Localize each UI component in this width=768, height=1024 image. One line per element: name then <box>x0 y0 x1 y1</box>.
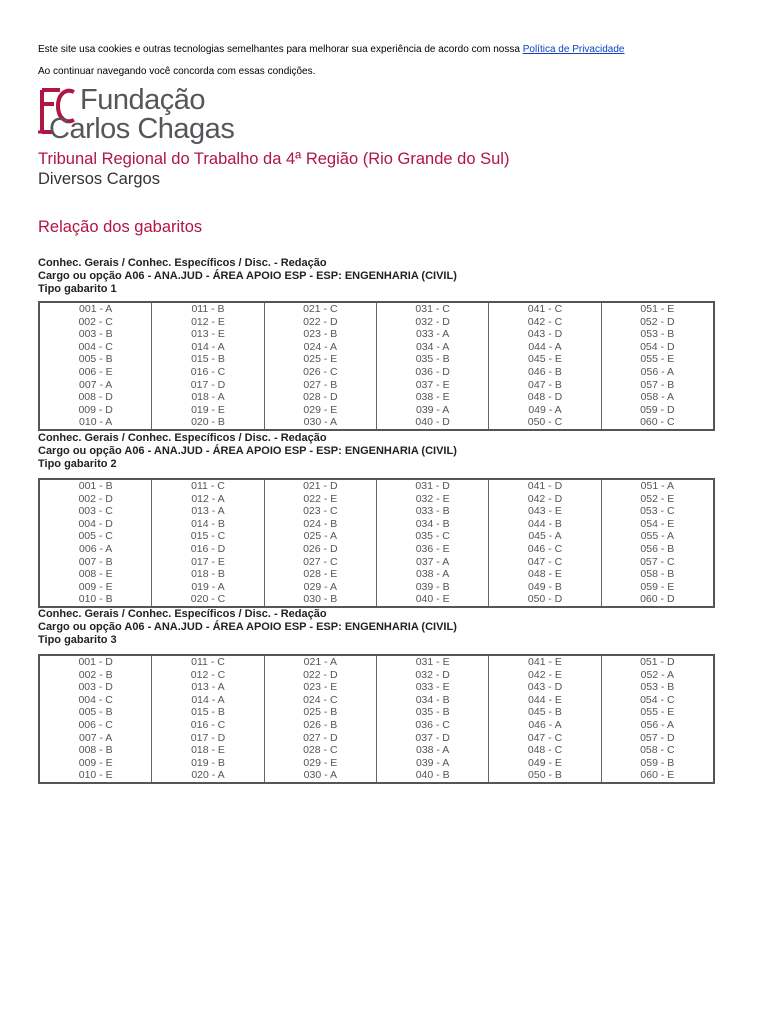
answer-cell: 009 - E <box>78 580 113 593</box>
answer-cell: 050 - C <box>527 416 563 429</box>
answer-cell: 048 - C <box>527 744 563 757</box>
answer-column <box>489 479 601 607</box>
answer-cell: 052 - E <box>640 492 675 505</box>
answer-column <box>376 479 488 607</box>
answer-cell: 016 - C <box>190 365 226 378</box>
answer-cell: 031 - D <box>415 480 450 492</box>
answer-cell: 041 - D <box>527 480 563 492</box>
answer-column <box>601 302 714 430</box>
answer-cell: 046 - B <box>528 365 562 378</box>
answer-cell: 020 - B <box>191 416 225 429</box>
answer-cell: 035 - B <box>415 706 450 719</box>
answer-column <box>489 655 601 783</box>
answer-cell: 058 - B <box>640 568 675 581</box>
answer-cell: 030 - A <box>303 769 337 782</box>
answer-cell: 006 - C <box>78 718 113 731</box>
answer-cell: 053 - B <box>640 328 675 341</box>
answer-cell: 031 - C <box>415 303 450 315</box>
answer-cell: 047 - C <box>527 555 563 568</box>
logo-wordmark <box>49 84 235 145</box>
answer-cell: 027 - D <box>303 731 338 744</box>
answer-cell: 041 - E <box>528 656 562 668</box>
answer-cell: 021 - D <box>303 480 338 492</box>
page-subtitle: Diversos Cargos <box>38 170 160 188</box>
answer-column <box>601 655 714 783</box>
cookie-notice-line1 <box>38 44 624 56</box>
answer-cell: 026 - D <box>303 542 338 555</box>
answer-cell: 060 - C <box>640 416 675 429</box>
answer-cell: 006 - E <box>78 365 113 378</box>
answer-cell: 054 - D <box>640 340 675 353</box>
answer-cell: 051 - A <box>640 480 674 492</box>
answer-cell: 004 - C <box>78 340 113 353</box>
answer-cell: 032 - D <box>415 315 450 328</box>
answer-table-1 <box>38 301 715 431</box>
answer-cell: 056 - B <box>640 542 675 555</box>
answer-cell: 001 - B <box>78 480 113 492</box>
block-3-line1: Conhec. Gerais / Conhec. Específicos / Disc. - Redação <box>38 608 327 620</box>
answer-cell: 048 - E <box>528 568 562 581</box>
answer-cell: 056 - A <box>640 718 674 731</box>
answer-cell: 027 - C <box>303 555 338 568</box>
answer-cell: 010 - E <box>78 769 113 782</box>
answer-column <box>39 479 152 607</box>
answer-cell: 027 - B <box>303 378 338 391</box>
block-1-line3: Tipo gabarito 1 <box>38 283 117 295</box>
answer-cell: 017 - D <box>190 378 226 391</box>
answer-cell: 006 - A <box>79 542 113 555</box>
answer-row <box>39 302 714 430</box>
answer-cell: 018 - E <box>191 744 225 757</box>
answer-cell: 048 - D <box>527 391 563 404</box>
answer-cell: 038 - A <box>416 568 450 581</box>
cookie-notice-text: Este site usa cookies e outras tecnologias semelhantes para melhorar sua experiência de acordo com nossa <box>38 44 523 55</box>
answer-cell: 042 - E <box>528 668 562 681</box>
answer-cell: 002 - C <box>78 315 113 328</box>
answer-cell: 004 - C <box>78 693 113 706</box>
answer-column <box>39 302 152 430</box>
answer-cell: 012 - E <box>191 315 225 328</box>
answer-cell: 039 - A <box>416 403 450 416</box>
answer-cell: 022 - E <box>303 492 338 505</box>
answer-cell: 032 - E <box>415 492 450 505</box>
answer-cell: 037 - D <box>415 731 450 744</box>
answer-cell: 057 - D <box>640 731 675 744</box>
answer-cell: 018 - B <box>191 568 225 581</box>
logo-line1: Fundação <box>80 84 205 116</box>
privacy-policy-link[interactable]: Política de Privacidade <box>522 44 625 55</box>
answer-row <box>39 479 714 607</box>
answer-cell: 007 - A <box>79 378 113 391</box>
answer-cell: 045 - B <box>528 706 562 719</box>
answer-cell: 033 - A <box>416 328 450 341</box>
answer-cell: 036 - D <box>415 365 450 378</box>
answer-cell: 029 - E <box>303 403 338 416</box>
answer-cell: 025 - E <box>303 353 338 366</box>
answer-cell: 009 - D <box>78 403 113 416</box>
answer-cell: 023 - C <box>303 505 338 518</box>
answer-cell: 034 - A <box>416 340 450 353</box>
answer-cell: 044 - E <box>528 693 562 706</box>
block-3-line3: Tipo gabarito 3 <box>38 634 117 646</box>
answer-cell: 052 - A <box>640 668 674 681</box>
answer-cell: 003 - D <box>78 681 113 694</box>
answer-cell: 013 - A <box>191 681 225 694</box>
answer-cell: 005 - B <box>78 353 113 366</box>
answer-column <box>601 479 714 607</box>
answer-column <box>489 302 601 430</box>
answer-cell: 021 - C <box>303 303 338 315</box>
answer-cell: 013 - A <box>191 505 225 518</box>
answer-cell: 022 - D <box>303 668 338 681</box>
answer-cell: 010 - A <box>79 416 113 429</box>
answer-cell: 046 - A <box>528 718 562 731</box>
answer-cell: 026 - B <box>303 718 338 731</box>
answer-cell: 007 - B <box>78 555 113 568</box>
answer-cell: 024 - C <box>303 693 338 706</box>
answer-cell: 043 - E <box>528 505 562 518</box>
answer-cell: 044 - B <box>528 517 562 530</box>
answer-cell: 036 - E <box>415 542 450 555</box>
answer-column <box>39 655 152 783</box>
answer-cell: 055 - A <box>640 530 674 543</box>
answer-table-2 <box>38 478 715 608</box>
answer-cell: 037 - A <box>416 555 450 568</box>
answer-cell: 014 - A <box>191 340 225 353</box>
answer-cell: 052 - D <box>640 315 675 328</box>
answer-cell: 028 - D <box>303 391 338 404</box>
answer-cell: 011 - C <box>191 480 225 492</box>
answer-cell: 007 - A <box>79 731 113 744</box>
answer-cell: 002 - D <box>78 492 113 505</box>
answer-cell: 054 - E <box>640 517 675 530</box>
answer-cell: 042 - C <box>527 315 563 328</box>
answer-cell: 019 - B <box>191 756 225 769</box>
answer-cell: 040 - D <box>415 416 450 429</box>
answer-cell: 014 - B <box>191 517 225 530</box>
answer-cell: 028 - E <box>303 568 338 581</box>
answer-cell: 034 - B <box>415 517 450 530</box>
block-2-line1: Conhec. Gerais / Conhec. Específicos / Disc. - Redação <box>38 432 327 444</box>
answer-cell: 028 - C <box>303 744 338 757</box>
answer-cell: 047 - B <box>528 378 562 391</box>
block-3-line2: Cargo ou opção A06 - ANA.JUD - ÁREA APOIO ESP - ESP: ENGENHARIA (CIVIL) <box>38 621 457 633</box>
answer-column <box>264 302 376 430</box>
answer-cell: 020 - A <box>191 769 225 782</box>
answer-cell: 003 - C <box>78 505 113 518</box>
answer-cell: 055 - E <box>640 706 675 719</box>
answer-column <box>376 302 488 430</box>
block-3-header <box>38 608 457 647</box>
answer-cell: 033 - E <box>415 681 450 694</box>
answer-cell: 032 - D <box>415 668 450 681</box>
answer-column <box>264 655 376 783</box>
answer-cell: 015 - C <box>190 530 226 543</box>
answer-cell: 020 - C <box>190 593 226 606</box>
answer-column <box>152 479 264 607</box>
block-1-header <box>38 257 457 296</box>
answer-cell: 035 - B <box>415 353 450 366</box>
answer-cell: 005 - C <box>78 530 113 543</box>
answer-cell: 004 - D <box>78 517 113 530</box>
answer-cell: 013 - E <box>191 328 225 341</box>
answer-cell: 015 - B <box>191 353 225 366</box>
answer-cell: 016 - C <box>190 718 226 731</box>
answer-cell: 043 - D <box>527 328 563 341</box>
answer-cell: 031 - E <box>415 656 450 668</box>
answer-cell: 030 - A <box>303 416 337 429</box>
fcc-logo[interactable] <box>36 86 236 148</box>
answer-cell: 050 - B <box>528 769 562 782</box>
answer-row <box>39 655 714 783</box>
answer-cell: 057 - B <box>640 378 675 391</box>
answer-cell: 051 - E <box>640 303 675 315</box>
answer-cell: 041 - C <box>527 303 563 315</box>
answer-cell: 029 - A <box>303 580 337 593</box>
answer-cell: 025 - A <box>303 530 337 543</box>
answer-cell: 024 - A <box>303 340 337 353</box>
answer-cell: 018 - A <box>191 391 225 404</box>
answer-cell: 022 - D <box>303 315 338 328</box>
answer-cell: 014 - A <box>191 693 225 706</box>
answer-cell: 017 - D <box>190 731 226 744</box>
answer-cell: 039 - B <box>415 580 450 593</box>
answer-cell: 008 - D <box>78 391 113 404</box>
answer-cell: 008 - B <box>78 744 113 757</box>
block-2-header <box>38 432 457 471</box>
answer-cell: 060 - E <box>640 769 675 782</box>
answer-cell: 008 - E <box>78 568 113 581</box>
answer-cell: 011 - C <box>191 656 225 668</box>
section-heading: Relação dos gabaritos <box>38 218 203 236</box>
answer-cell: 015 - B <box>191 706 225 719</box>
answer-cell: 024 - B <box>303 517 338 530</box>
answer-cell: 001 - D <box>78 656 113 668</box>
answer-column <box>376 655 488 783</box>
answer-cell: 003 - B <box>78 328 113 341</box>
answer-cell: 026 - C <box>303 365 338 378</box>
block-1-line2: Cargo ou opção A06 - ANA.JUD - ÁREA APOIO ESP - ESP: ENGENHARIA (CIVIL) <box>38 270 457 282</box>
answer-cell: 019 - E <box>191 403 225 416</box>
answer-cell: 042 - D <box>527 492 563 505</box>
answer-cell: 050 - D <box>527 593 563 606</box>
block-2-line2: Cargo ou opção A06 - ANA.JUD - ÁREA APOIO ESP - ESP: ENGENHARIA (CIVIL) <box>38 445 457 457</box>
page-title: Tribunal Regional do Trabalho da 4ª Região (Rio Grande do Sul) <box>38 150 510 168</box>
answer-cell: 047 - C <box>527 731 563 744</box>
answer-cell: 009 - E <box>78 756 113 769</box>
answer-cell: 044 - A <box>528 340 562 353</box>
answer-table-3 <box>38 654 715 784</box>
answer-cell: 030 - B <box>303 593 338 606</box>
answer-cell: 059 - B <box>640 756 675 769</box>
answer-cell: 010 - B <box>78 593 113 606</box>
answer-cell: 012 - A <box>191 492 225 505</box>
cookie-notice-line2: Ao continuar navegando você concorda com essas condições. <box>38 66 316 77</box>
answer-cell: 021 - A <box>303 656 337 668</box>
answer-cell: 023 - E <box>303 681 338 694</box>
answer-cell: 033 - B <box>415 505 450 518</box>
answer-cell: 049 - A <box>528 403 562 416</box>
answer-cell: 045 - A <box>528 530 562 543</box>
answer-cell: 001 - A <box>79 303 113 315</box>
answer-column <box>264 479 376 607</box>
answer-cell: 054 - C <box>640 693 675 706</box>
answer-cell: 012 - C <box>190 668 226 681</box>
answer-cell: 017 - E <box>191 555 225 568</box>
answer-cell: 025 - B <box>303 706 338 719</box>
answer-cell: 036 - C <box>415 718 450 731</box>
answer-cell: 019 - A <box>191 580 225 593</box>
answer-cell: 038 - A <box>416 744 450 757</box>
answer-cell: 056 - A <box>640 365 674 378</box>
answer-cell: 049 - E <box>528 756 562 769</box>
answer-cell: 060 - D <box>640 593 675 606</box>
answer-column <box>152 302 264 430</box>
answer-cell: 058 - A <box>640 391 674 404</box>
answer-cell: 045 - E <box>528 353 562 366</box>
answer-cell: 053 - B <box>640 681 675 694</box>
answer-cell: 040 - E <box>415 593 450 606</box>
answer-cell: 051 - D <box>640 656 675 668</box>
answer-cell: 039 - A <box>416 756 450 769</box>
block-1-line1: Conhec. Gerais / Conhec. Específicos / Disc. - Redação <box>38 257 327 269</box>
answer-cell: 049 - B <box>528 580 562 593</box>
answer-cell: 035 - C <box>415 530 450 543</box>
answer-cell: 040 - B <box>415 769 450 782</box>
answer-cell: 029 - E <box>303 756 338 769</box>
answer-cell: 002 - B <box>78 668 113 681</box>
answer-cell: 011 - B <box>191 303 225 315</box>
answer-cell: 016 - D <box>190 542 226 555</box>
answer-cell: 037 - E <box>415 378 450 391</box>
answer-cell: 023 - B <box>303 328 338 341</box>
answer-cell: 053 - C <box>640 505 675 518</box>
answer-cell: 043 - D <box>527 681 563 694</box>
answer-cell: 034 - B <box>415 693 450 706</box>
answer-cell: 046 - C <box>527 542 563 555</box>
answer-cell: 055 - E <box>640 353 675 366</box>
answer-column <box>152 655 264 783</box>
answer-cell: 005 - B <box>78 706 113 719</box>
block-2-line3: Tipo gabarito 2 <box>38 458 117 470</box>
answer-cell: 059 - D <box>640 403 675 416</box>
answer-cell: 058 - C <box>640 744 675 757</box>
answer-cell: 059 - E <box>640 580 675 593</box>
answer-cell: 057 - C <box>640 555 675 568</box>
answer-cell: 038 - E <box>415 391 450 404</box>
logo-line2: Carlos Chagas <box>49 113 235 145</box>
